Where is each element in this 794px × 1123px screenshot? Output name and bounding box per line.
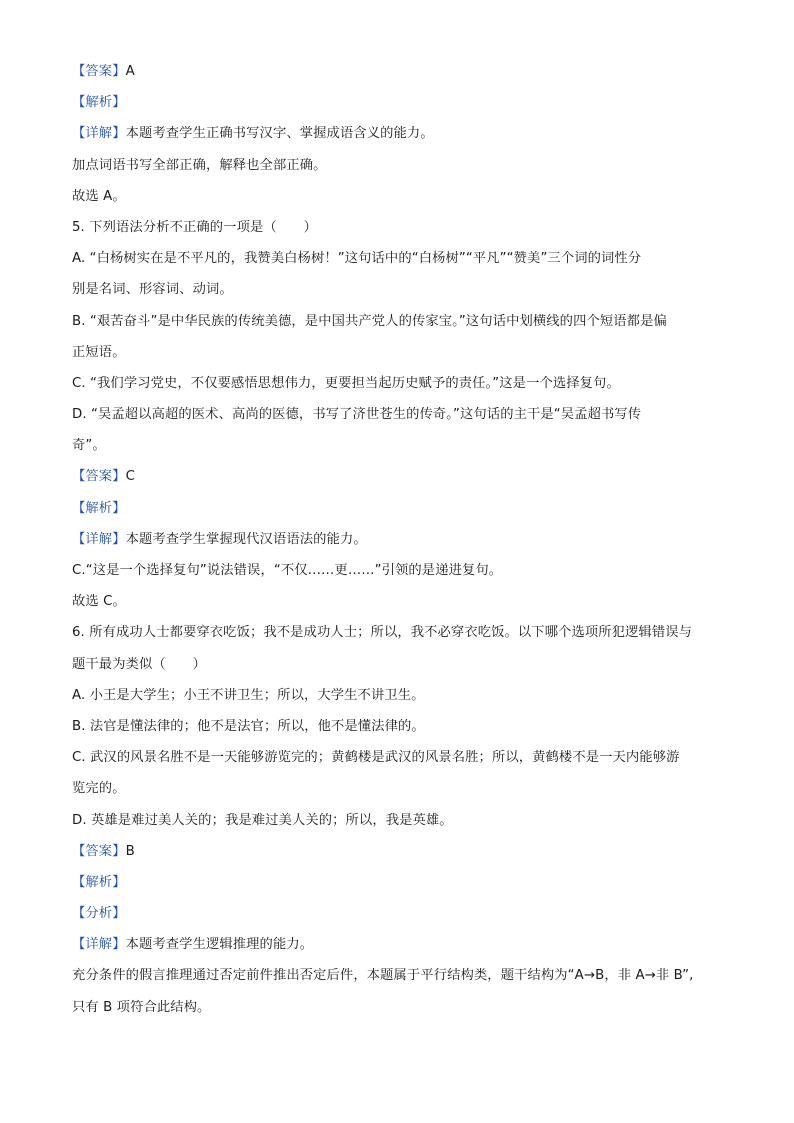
answer-text: A bbox=[125, 64, 135, 79]
answer-tag: 【答案】 bbox=[72, 64, 126, 79]
detail-line bbox=[72, 124, 737, 144]
option-b: B. 法官是懂法律的；他不是法官；所以，他不是懂法律的。 bbox=[72, 718, 425, 734]
answer-text: C bbox=[125, 469, 135, 485]
analysis-line bbox=[72, 499, 737, 519]
paragraph-line: 故选 C。 bbox=[72, 594, 126, 610]
option-c-continued: 览完的。 bbox=[72, 781, 126, 797]
option-d-continued: 奇”。 bbox=[72, 438, 106, 454]
answer-line bbox=[72, 467, 737, 487]
answer-line bbox=[72, 62, 737, 82]
breakdown-line bbox=[72, 904, 737, 924]
option-c: C. “我们学习党史，不仅要感悟思想伟力，更要担当起历史赋予的责任。”这是一个选择复句。 bbox=[72, 375, 620, 391]
question-6-stem-continued: 题干最为类似（ ） bbox=[72, 656, 206, 672]
paragraph-line: C.“这是一个选择复句”说法错误，“不仅……更……”引领的是递进复句。 bbox=[72, 563, 503, 578]
detail-tag: 【详解】 bbox=[72, 531, 126, 547]
option-c: C. 武汉的风景名胜不是一天能够游览完的；黄鹤楼是武汉的风景名胜；所以，黄鹤楼不是一天内能够游 bbox=[72, 750, 680, 766]
document-body bbox=[72, 62, 737, 1029]
option-a-continued: 别是名词、形容词、动词。 bbox=[72, 282, 233, 298]
answer-tag: 【答案】 bbox=[72, 843, 126, 859]
option-a: A. 小王是大学生；小王不讲卫生；所以，大学生不讲卫生。 bbox=[72, 687, 425, 703]
breakdown-tag: 【分析】 bbox=[72, 906, 126, 922]
option-d: D. 英雄是难过美人关的；我是难过美人关的；所以，我是英雄。 bbox=[72, 812, 453, 828]
answer-line bbox=[72, 842, 737, 862]
analysis-tag: 【解析】 bbox=[72, 874, 126, 890]
paragraph-line: 充分条件的假言推理通过否定前件推出否定后件，本题属于平行结构类，题干结构为“A→B，非 A→非 B”, bbox=[72, 968, 694, 984]
option-b: B. “艰苦奋斗”是中华民族的传统美德，是中国共产党人的传家宝。”这句话中划横线的四个短语都是偏 bbox=[72, 313, 667, 329]
detail-tag: 【详解】 bbox=[72, 937, 126, 953]
question-5-stem: 5. 下列语法分析不正确的一项是（ ） bbox=[72, 219, 317, 235]
detail-line bbox=[72, 935, 737, 955]
detail-text: 本题考查学生掌握现代汉语语法的能力。 bbox=[125, 531, 367, 547]
option-d: D. “吴孟超以高超的医术、高尚的医德，书写了济世苍生的传奇。”这句话的主干是“吴孟超书写传 bbox=[72, 407, 642, 423]
answer-text: B bbox=[125, 843, 135, 859]
analysis-line bbox=[72, 873, 737, 893]
detail-line bbox=[72, 530, 737, 550]
paragraph-line: 故选 A。 bbox=[72, 188, 126, 204]
detail-text: 本题考查学生正确书写汉字、掌握成语含义的能力。 bbox=[125, 126, 434, 142]
analysis-tag: 【解析】 bbox=[72, 500, 126, 516]
paragraph-line: 只有 B 项符合此结构。 bbox=[72, 999, 211, 1015]
analysis-tag: 【解析】 bbox=[72, 95, 126, 111]
question-6-stem: 6. 所有成功人士都要穿衣吃饭；我不是成功人士；所以，我不必穿衣吃饭。以下哪个选项所犯逻辑错误与 bbox=[72, 625, 693, 641]
analysis-line bbox=[72, 93, 737, 113]
paragraph-line: 加点词语书写全部正确，解释也全部正确。 bbox=[72, 157, 327, 173]
answer-tag: 【答案】 bbox=[72, 469, 126, 485]
option-b-continued: 正短语。 bbox=[72, 344, 126, 360]
option-a: A. “白杨树实在是不平凡的，我赞美白杨树！”这句话中的“白杨树”“平凡”“赞美”三个词的词性分 bbox=[72, 251, 642, 267]
detail-tag: 【详解】 bbox=[72, 126, 126, 142]
detail-text: 本题考查学生逻辑推理的能力。 bbox=[125, 937, 314, 953]
